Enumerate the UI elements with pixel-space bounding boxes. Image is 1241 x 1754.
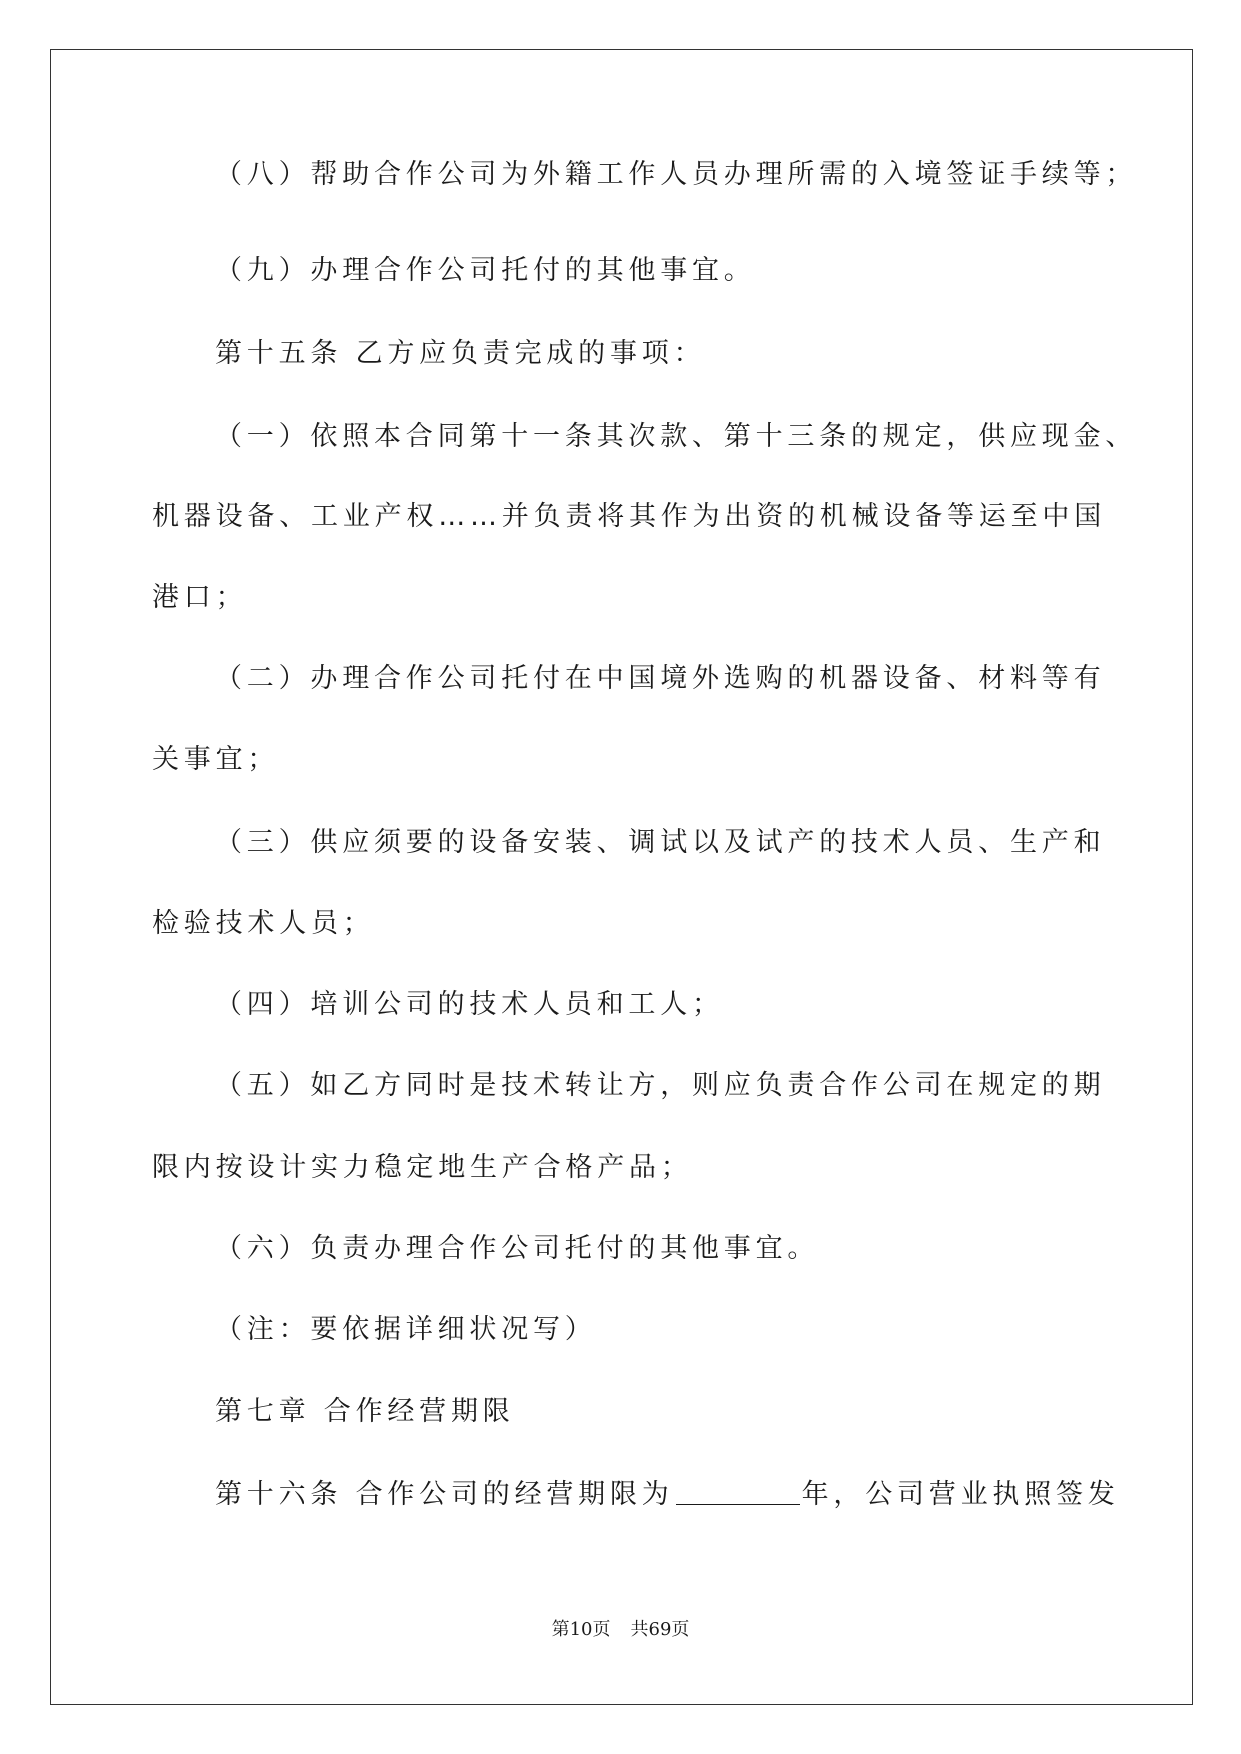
paragraph-line: （五）如乙方同时是技术转让方，则应负责合作公司在规定的期 [215,1070,1106,1101]
page-footer [0,1615,1241,1641]
article-text-after-blank: 年，公司营业执照签发 [801,1479,1120,1510]
paragraph-line: （四）培训公司的技术人员和工人； [215,989,724,1020]
page-number-current: 第10页 [551,1619,611,1640]
paragraph-line: （三）供应须要的设备安装、调试以及试产的技术人员、生产和 [215,827,1106,858]
article-text-before-blank: 第十六条 合作公司的经营期限为 [215,1479,674,1510]
note-line: （注：要依据详细状况写） [215,1314,597,1345]
paragraph-line: 检验技术人员； [152,908,375,939]
paragraph-line: 关事宜； [152,744,280,775]
paragraph-line: （二）办理合作公司托付在中国境外选购的机器设备、材料等有 [215,663,1106,694]
page-number-total: 共69页 [630,1619,690,1640]
paragraph-line: 限内按设计实力稳定地生产合格产品； [152,1152,693,1183]
paragraph-line: （一）依照本合同第十一条其次款、第十三条的规定，供应现金、 [215,421,1138,452]
paragraph-line: 机器设备、工业产权……并负责将其作为出资的机械设备等运至中国 [152,501,1106,532]
paragraph-line: （九）办理合作公司托付的其他事宜。 [215,255,756,286]
article-heading: 第十五条 乙方应负责完成的事项： [215,338,706,369]
paragraph-line: （六）负责办理合作公司托付的其他事宜。 [215,1233,820,1264]
paragraph-line: 港口； [152,582,248,613]
chapter-heading: 第七章 合作经营期限 [215,1396,515,1427]
article-line-with-blank [215,1474,1120,1515]
page-border [50,49,1193,1705]
fill-in-blank[interactable] [676,1474,800,1505]
paragraph-line: （八）帮助合作公司为外籍工作人员办理所需的入境签证手续等； [215,159,1138,190]
